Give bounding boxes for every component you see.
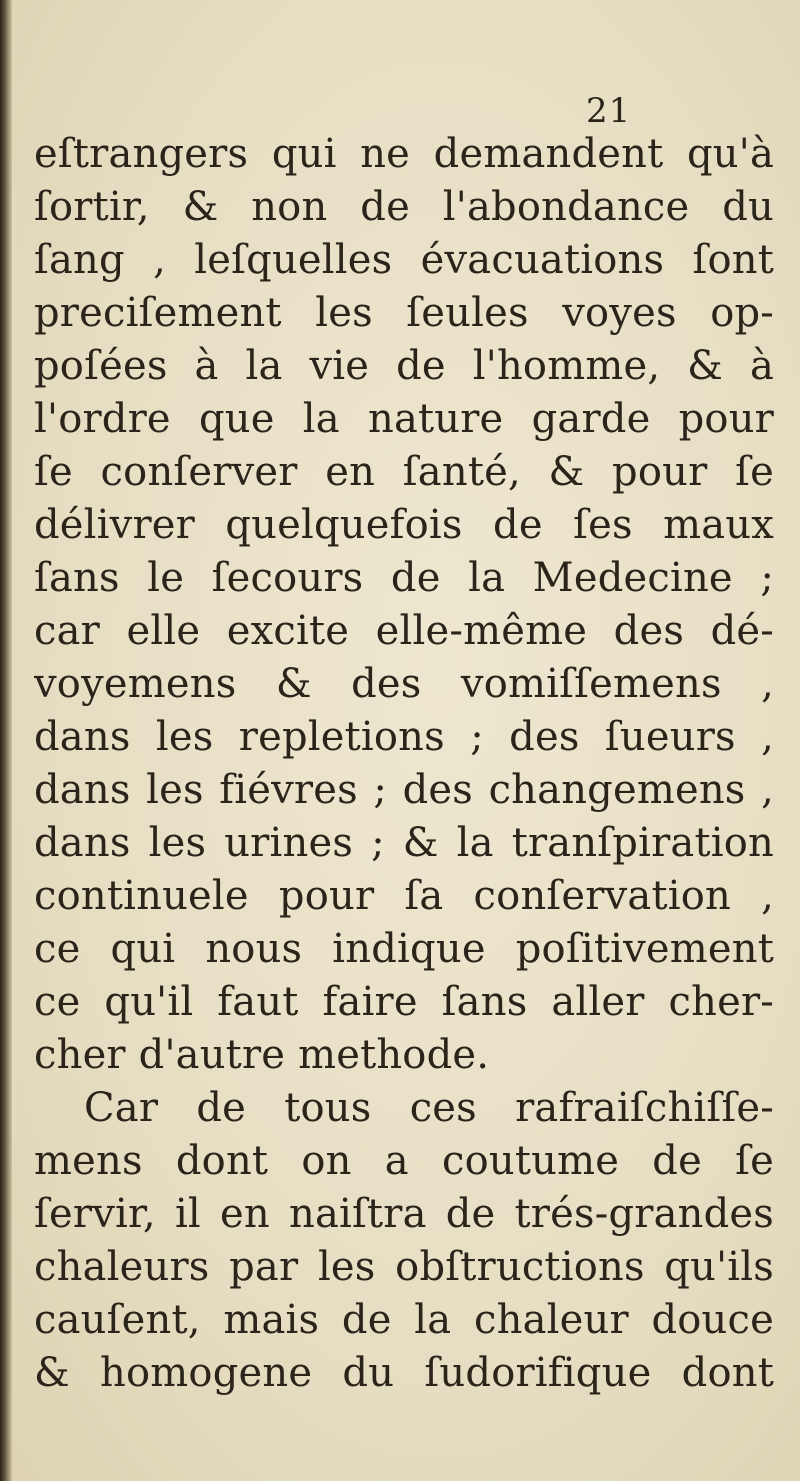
- text-line: chaleurs par les obſtructions qu'ils: [34, 1244, 774, 1290]
- text-line: mens dont on a coutume de ſe: [34, 1138, 774, 1184]
- text-line: l'ordre que la nature garde pour: [34, 396, 774, 442]
- text-line: ſang , leſquelles évacuations ſont: [34, 237, 774, 283]
- body-text: [34, 128, 774, 1400]
- text-line: ſe conſerver en ſanté, & pour ſe: [34, 449, 774, 495]
- text-line: dans les fiévres ; des changemens ,: [34, 767, 774, 813]
- text-line: délivrer quelquefois de ſes maux: [34, 502, 774, 548]
- text-line: ce qui nous indique poſitivement: [34, 926, 774, 972]
- text-line: dans les repletions ; des ſueurs ,: [34, 714, 774, 760]
- text-line: eſtrangers qui ne demandent qu'à: [34, 131, 774, 177]
- text-line: dans les urines ; & la tranſpiration: [34, 820, 774, 866]
- page-number: 21: [586, 91, 632, 131]
- text-line: poſées à la vie de l'homme, & à: [34, 343, 774, 389]
- text-line: Car de tous ces rafraiſchiſſe-: [84, 1085, 774, 1131]
- text-line: car elle excite elle-même des dé-: [34, 608, 774, 654]
- text-line: ſortir, & non de l'abondance du: [34, 184, 774, 230]
- text-line: ſervir, il en naiſtra de trés-grandes: [34, 1191, 774, 1237]
- text-line: & homogene du ſudorifique dont: [34, 1350, 774, 1396]
- text-line: continuele pour ſa conſervation ,: [34, 873, 774, 919]
- text-line: cher d'autre methode.: [34, 1032, 490, 1078]
- text-line: ſans le ſecours de la Medecine ;: [34, 555, 774, 601]
- binding-shadow: [0, 0, 12, 1481]
- text-line: voyemens & des vomiſſemens ,: [34, 661, 774, 707]
- text-line: cauſent, mais de la chaleur douce: [34, 1297, 774, 1343]
- text-line: preciſement les ſeules voyes op-: [34, 290, 774, 336]
- text-line: ce qu'il faut faire ſans aller cher-: [34, 979, 774, 1025]
